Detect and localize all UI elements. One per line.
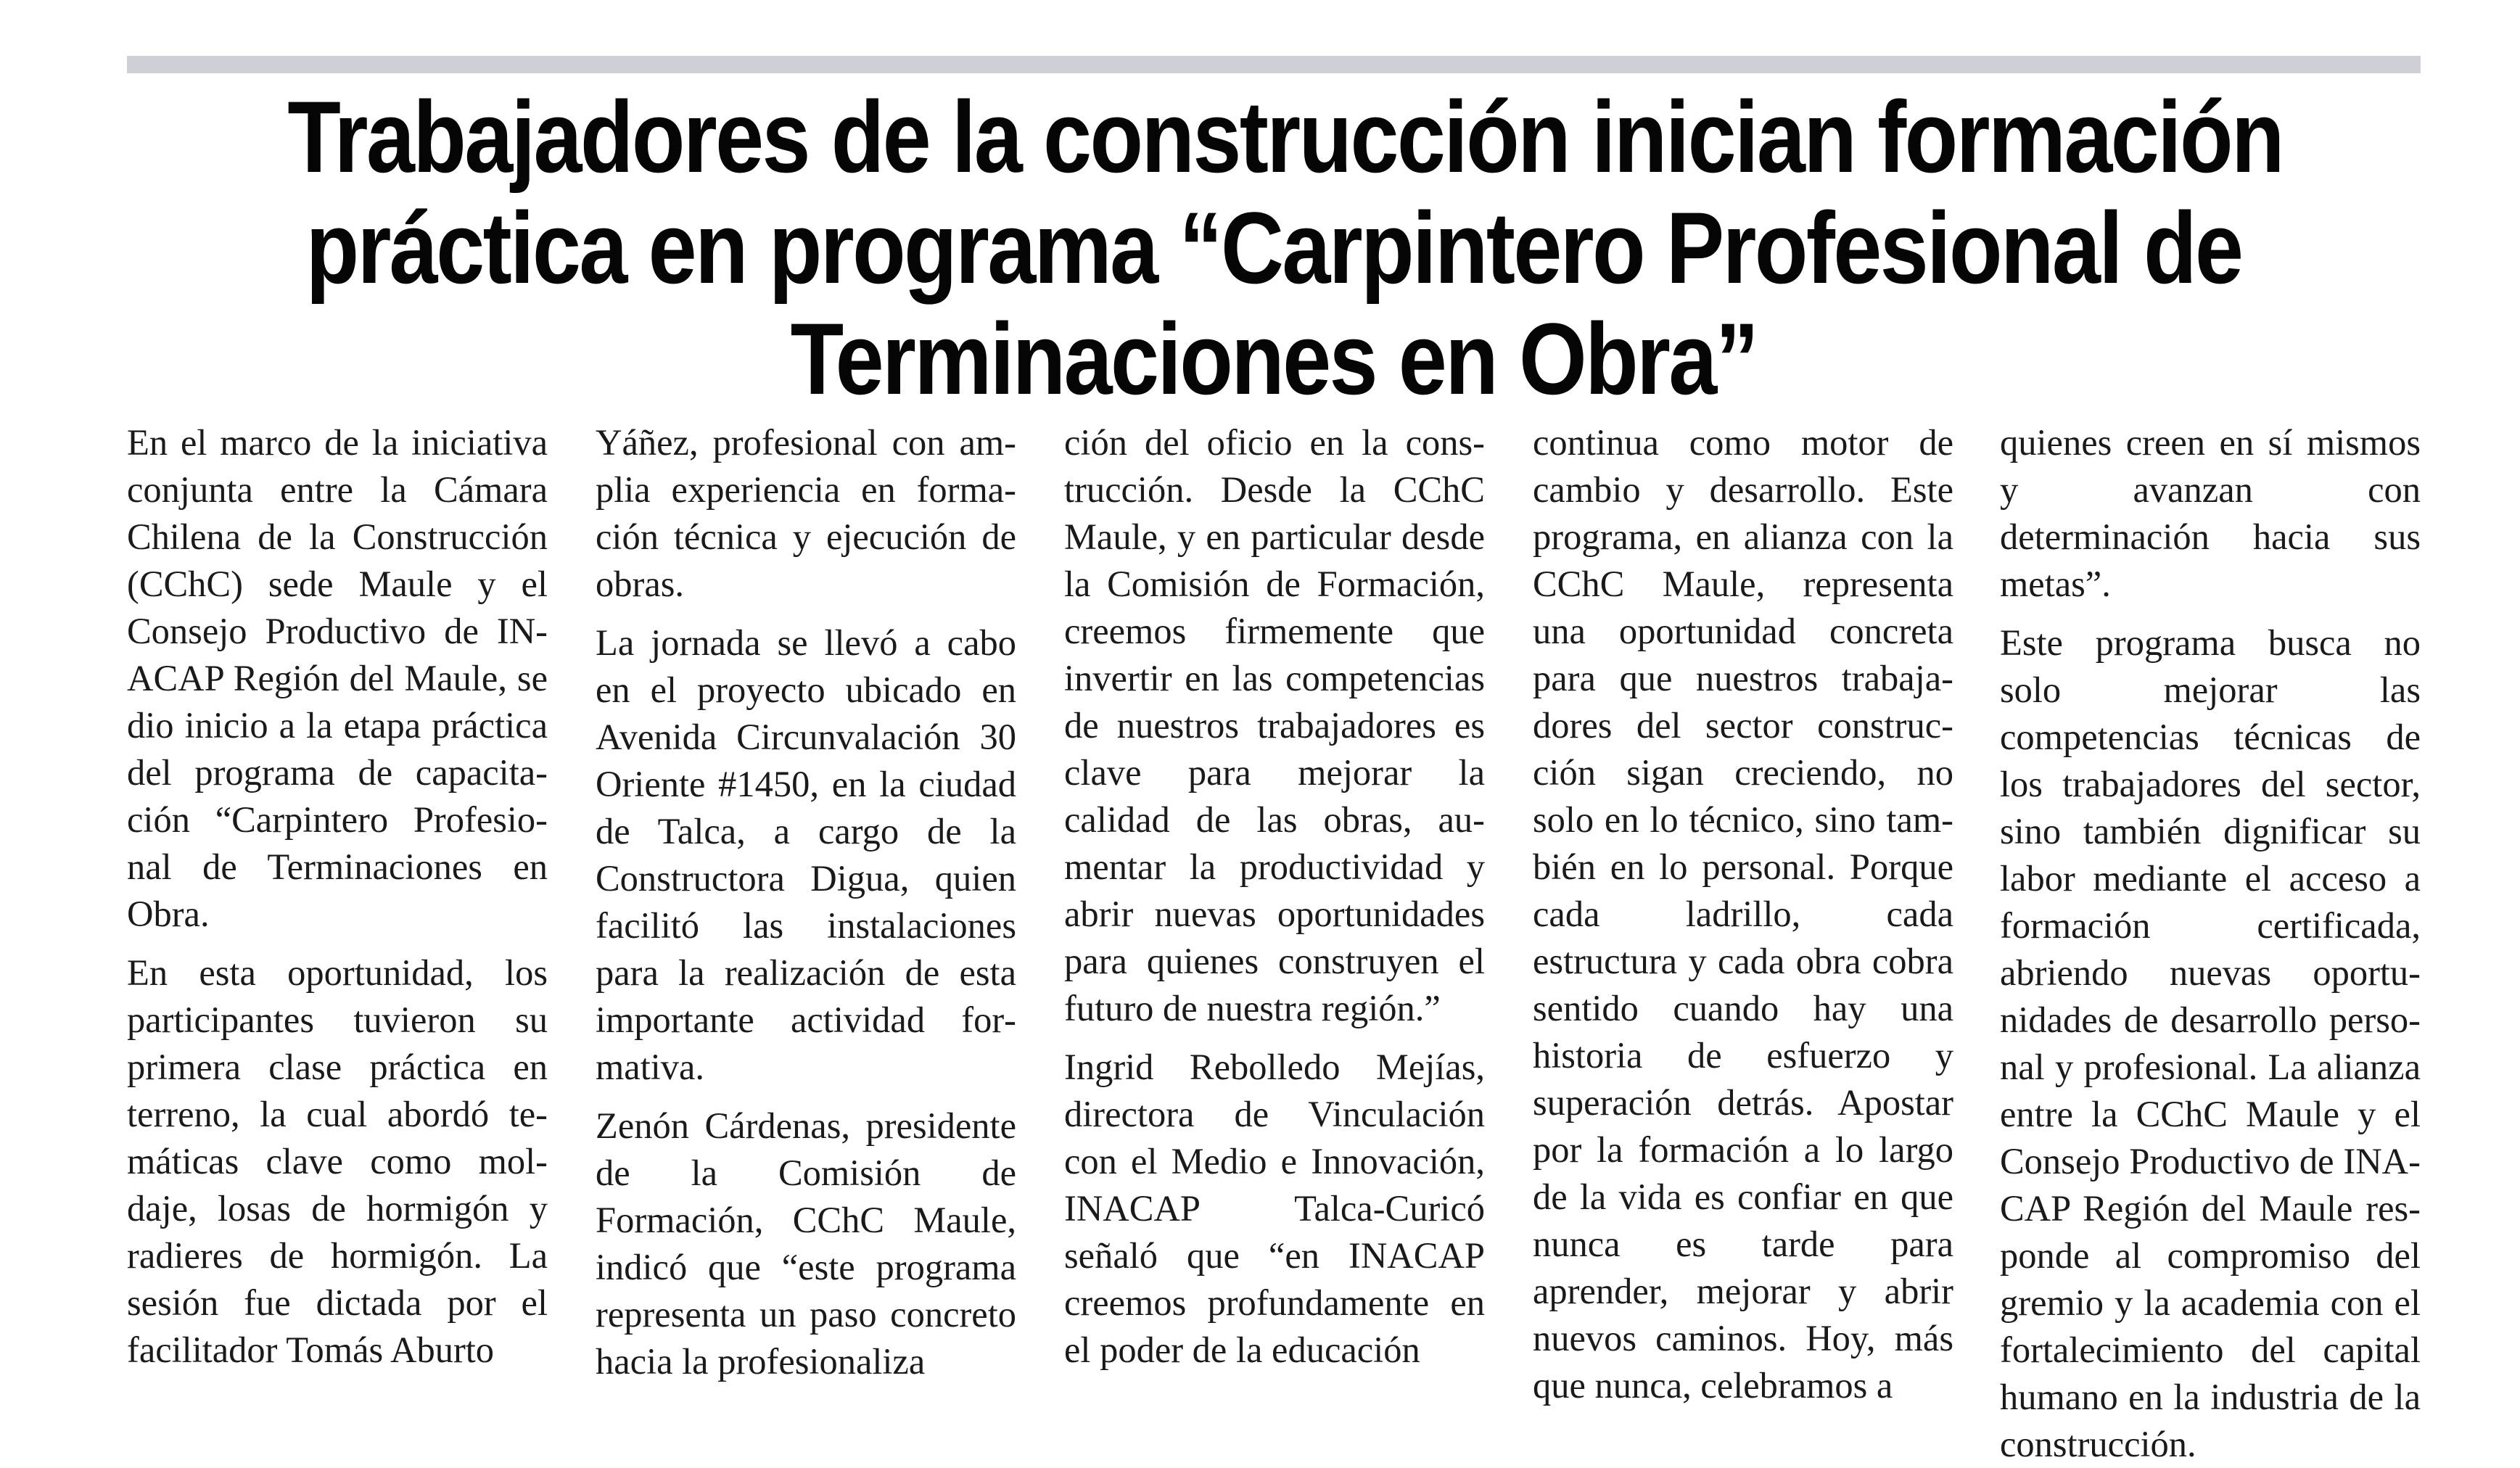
body-column-2: [596, 419, 1016, 1385]
paragraph: En el marco de la iniciativa conjunta entre la Cámara Chilena de la Construcción (CChC) sede Maule y el Consejo Productivo de INACAP Región del Maule, se dio inicio a la etapa práctica del programa de capacitación “Carpintero Profesional de Terminaciones en Obra.: [127, 422, 548, 934]
paragraph: La jornada se llevó a cabo en el proyecto ubicado en Avenida Circunvalación 30 Oriente #1450, en la ciudad de Talca, a cargo de la Constructora Digua, quien facilitó las instalaciones para la realización de esta importante actividad formativa.: [596, 622, 1016, 1087]
paragraph: Ingrid Rebolledo Mejías, directora de Vinculación con el Medio e Innovación, INACAP Talca-Curicó señaló que “en INACAP creemos profundamente en el poder de la educación: [1064, 1047, 1485, 1370]
top-rule-divider: [127, 56, 2421, 73]
paragraph: continua como motor de cambio y desarrollo. Este programa, en alianza con la CChC Maule, representa una oportunidad concreta para que nuestros trabajadores del sector construcción sigan creciendo, no solo en lo técnico, sino también en lo personal. Porque cada ladrillo, cada estructura y cada obra cobra sentido cuando hay una historia de esfuerzo y superación detrás. Apostar por la formación a lo largo de la vida es confiar en que nunca es tarde para aprender, mejorar y abrir nuevos caminos. Hoy, más que nunca, celebramos a: [1533, 422, 1953, 1406]
paragraph: quienes creen en sí mismos y avanzan con determinación hacia sus metas”.: [2000, 422, 2421, 604]
headline-line-2: práctica en programa “Carpintero Profesional de: [305, 191, 2242, 305]
body-column-3: [1064, 419, 1485, 1374]
paragraph: En esta oportunidad, los participantes tuvieron su primera clase práctica en terreno, la cual abordó temáticas clave como moldaje, losas de hormigón y radieres de hormigón. La sesión fue dictada por el facilitador Tomás Aburto: [127, 952, 548, 1370]
body-column-5: [2000, 419, 2421, 1468]
paragraph: ción del oficio en la construcción. Desde la CChC Maule, y en particular desde la Comisión de Formación, creemos firmemente que invertir en las competencias de nuestros trabajadores es clave para mejorar la calidad de las obras, aumentar la productividad y abrir nuevas oportunidades para quienes construyen el futuro de nuestra región.”: [1064, 422, 1485, 1028]
article-body: [127, 419, 2421, 1464]
paragraph: Este programa busca no solo mejorar las competencias técnicas de los trabajadores del sector, sino también dignificar su labor mediante el acceso a formación certificada, abriendo nuevas oportunidades de desarrollo personal y profesional. La alianza entre la CChC Maule y el Consejo Productivo de INACAP Región del Maule responde al compromiso del gremio y la academia con el fortalecimiento del capital humano en la industria de la construcción.: [2000, 622, 2421, 1464]
headline-line-3: Terminaciones en Obra”: [790, 302, 1758, 416]
paragraph: Yáñez, profesional con amplia experiencia en formación técnica y ejecución de obras.: [596, 422, 1016, 604]
body-column-1: [127, 419, 548, 1374]
headline-line-1: Trabajadores de la construcción inician formación: [287, 80, 2283, 194]
article-headline: [287, 80, 2283, 416]
paragraph: Zenón Cárdenas, presidente de la Comisión de Formación, CChC Maule, indicó que “este programa representa un paso concreto hacia la profesionaliza: [596, 1105, 1016, 1382]
body-column-4: [1533, 419, 1953, 1409]
